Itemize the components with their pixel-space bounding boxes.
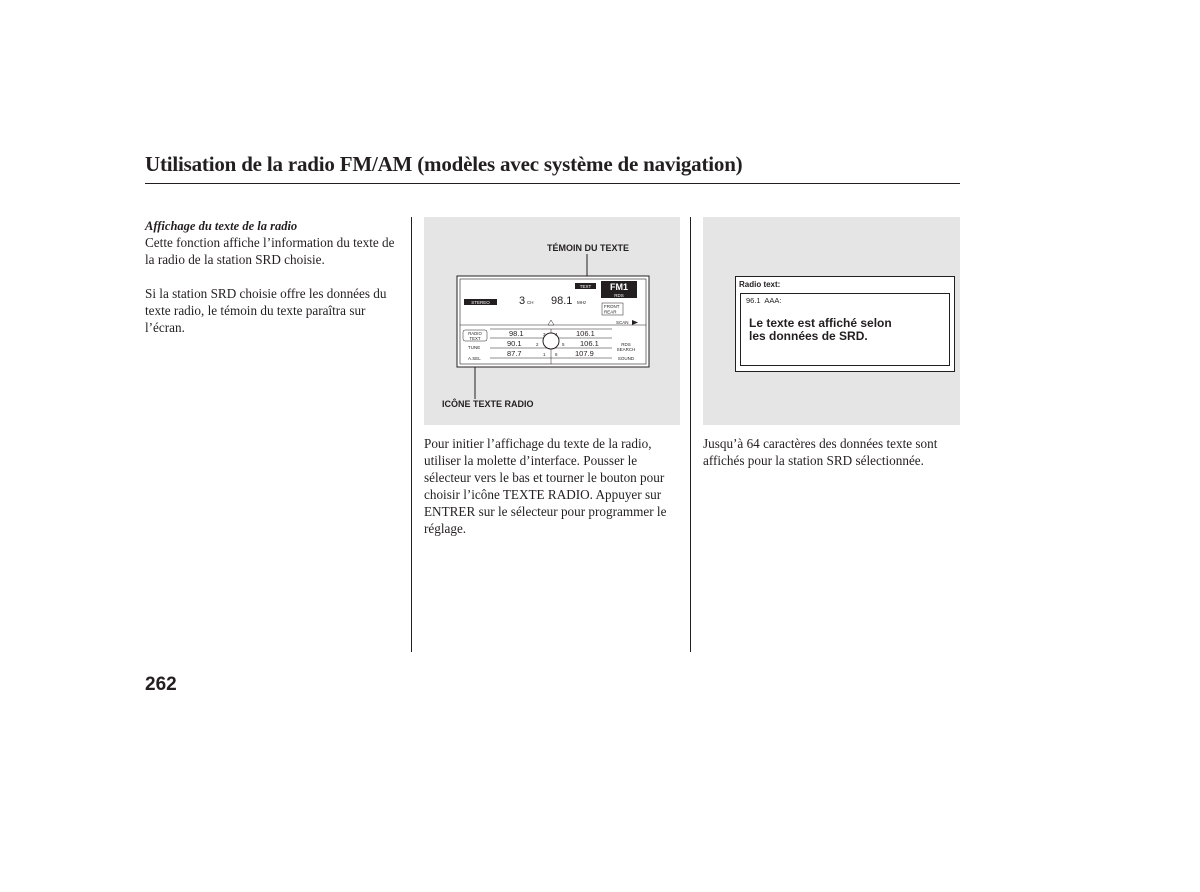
frequency-unit: MHz (577, 300, 587, 305)
aselect-label: A.SEL (468, 356, 481, 361)
radio-display-illustration (424, 217, 680, 425)
radio-text-message-box (740, 293, 950, 366)
radio-text-message (749, 317, 892, 343)
radio-display-figure (424, 217, 680, 425)
text-badge: TEXT (579, 284, 592, 289)
preset-num: 1 (543, 352, 546, 357)
preset-num: 6 (555, 352, 558, 357)
radio-text-label-1: RADIO (468, 331, 482, 336)
left-column (145, 219, 400, 336)
tune-label: TUNE (468, 345, 481, 350)
radio-text-label-2: TEXT (469, 336, 481, 341)
intro-paragraph: Cette fonction affiche l’information du texte de la radio de la station SRD choisie. (145, 235, 395, 267)
title-divider (145, 183, 960, 184)
text-indicator-callout: TÉMOIN DU TEXTE (547, 243, 630, 253)
radio-text-icon-callout: ICÔNE TEXTE RADIO (442, 399, 534, 409)
radio-text-label: Radio text: (739, 280, 781, 289)
preset-freq: 106.1 (580, 339, 599, 348)
radio-text-message-line2: les données de SRD. (749, 329, 868, 343)
rds-label: RDS (614, 293, 624, 298)
stereo-label: STEREO (471, 300, 490, 305)
column-divider-right (690, 217, 691, 652)
rds-search-label-1: RDS (621, 342, 631, 347)
preset-freq: 87.7 (507, 349, 522, 358)
rds-search-label-2: SEARCH (616, 347, 636, 352)
preset-freq: 107.9 (575, 349, 594, 358)
radio-text-figure (703, 217, 960, 425)
channel-number: 3 (519, 295, 526, 307)
preset-num: 2 (536, 342, 539, 347)
scan-label: SCAN (616, 320, 629, 325)
page-title: Utilisation de la radio FM/AM (modèles avec système de navigation) (145, 152, 743, 176)
preset-num: 3 (543, 332, 546, 337)
sound-label: SOUND (617, 356, 635, 361)
column-divider-left (411, 217, 412, 652)
channel-unit: CH (527, 300, 534, 305)
preset-num: 5 (562, 342, 565, 347)
band-label: FM1 (610, 282, 628, 292)
right-paragraph: Jusqu’à 64 caractères des données texte sont affichés pour la station SRD sélectionnée. (703, 436, 938, 468)
frequency-display: 98.1 (551, 295, 573, 307)
preset-freq: 98.1 (509, 329, 524, 338)
station-label: 96.1 AAA: (746, 296, 782, 305)
preset-freq: 106.1 (576, 329, 595, 338)
middle-paragraph: Pour initier l’affichage du texte de la radio, utiliser la molette d’interface. Pousser le sélecteur vers le bas et tourner le bouton pour choisir l’icône TEXTE RADIO. Appuyer sur ENTRER sur le sélecteur pour programmer le réglage. (424, 436, 667, 536)
radio-text-screen (735, 276, 955, 372)
rear-label: REAR (604, 309, 617, 315)
preset-freq: 90.1 (507, 339, 522, 348)
radio-text-message-line1: Le texte est affiché selon (749, 316, 892, 330)
page-number: 262 (145, 674, 177, 695)
front-label: FRONT (604, 304, 620, 309)
section-subheading: Affichage du texte de la radio (145, 219, 298, 233)
preset-num: 4 (555, 332, 558, 337)
indicator-paragraph: Si la station SRD choisie offre les données du texte radio, le témoin du texte paraîtra sur l’écran. (145, 286, 387, 335)
